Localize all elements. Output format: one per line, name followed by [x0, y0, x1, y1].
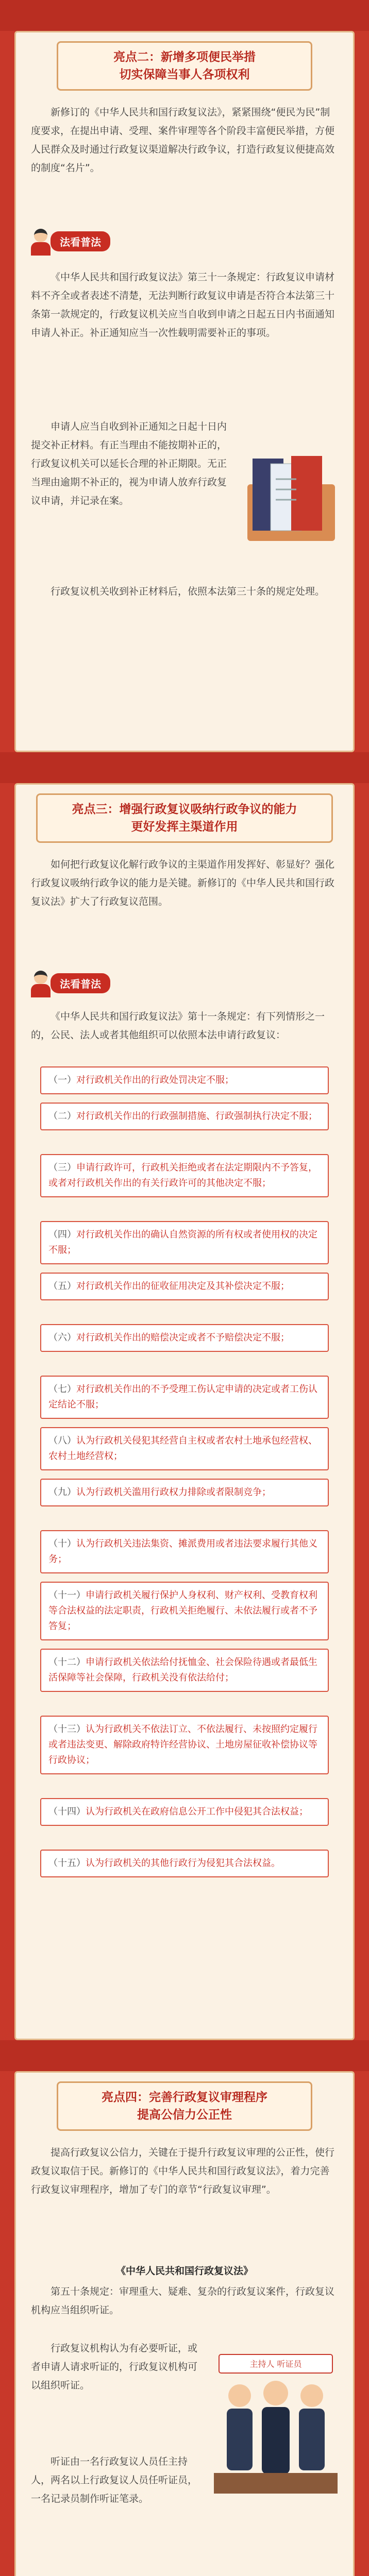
list-item	[40, 1427, 329, 1470]
list-item-number: （八）	[48, 1435, 76, 1446]
section3-law-tag	[28, 969, 110, 997]
section4-law-text: 第五十条规定：审理重大、疑难、复杂的行政复议案件，行政复议机构应当组织听证。	[31, 2286, 335, 2316]
document-folders-icon	[242, 443, 340, 546]
section2-title-banner	[57, 41, 312, 91]
section2-para2: 申请人应当自收到补正通知之日起十日内提交补正材料。有正当理由不能按期补正的，行政复议机关可以延长合理的补正期限。无正当理由逾期不补正的，视为申请人放弃行政复议申请，并记录在案。	[31, 421, 227, 506]
section4-para2: 行政复议机构认为有必要听证，或者申请人请求听证的，行政复议机构可以组织听证。	[31, 2343, 198, 2391]
list-item	[40, 1324, 329, 1352]
list-item-number: （十三）	[48, 1724, 86, 1735]
section3-title-line2: 更好发挥主渠道作用	[131, 820, 238, 834]
section4-para3: 听证由一名行政复议人员任主持人，两名以上行政复议人员任听证员，一名记录员制作听证笔录。	[31, 2456, 198, 2504]
list-item-number: （一）	[48, 1075, 76, 1086]
list-item-number: （十二）	[48, 1657, 86, 1668]
list-item-number: （六）	[48, 1332, 76, 1343]
list-item	[40, 1479, 329, 1506]
list-item-number: （七）	[48, 1384, 76, 1395]
list-item	[40, 1273, 329, 1300]
list-item	[40, 1649, 329, 1692]
section2-intro: 新修订的《中华人民共和国行政复议法》，紧紧围绕“便民为民”制度要求，在提出申请、受理、案件审理等各个阶段丰富便民举措，方便人民群众及时通过行政复议渠道解决行政争议，打造行政复议便捷高效的制度“名片”。	[31, 107, 335, 174]
list-item-number: （五）	[48, 1281, 76, 1292]
list-item	[40, 1530, 329, 1573]
list-item-number: （三）	[48, 1162, 76, 1173]
section2-title-line1: 亮点二：新增多项便民举措	[113, 50, 256, 64]
hearing-sign-text: 主持人 听证员	[249, 2359, 302, 2369]
section3-intro: 如何把行政复议化解行政争议的主渠道作用发挥好、彰显好？强化行政复议吸纳行政争议的能力是关键。新修订的《中华人民共和国行政复议法》扩大了行政复议范围。	[31, 859, 335, 907]
section3-law-text: 《中华人民共和国行政复议法》第十一条规定：有下列情形之一的，公民、法人或者其他组织可以依照本法申请行政复议：	[31, 1011, 325, 1041]
section4-title-line1: 亮点四：完善行政复议审理程序	[102, 2091, 267, 2104]
law-tag-label: 法看普法	[51, 973, 110, 993]
list-item-text: 认为行政机关违法集资、摊派费用或者违法要求履行其他义务；	[48, 1538, 317, 1565]
list-item-text: 认为行政机关不依法订立、不依法履行、未按照约定履行或者违法变更、解除政府特许经营协议、土地房屋征收补偿协议等行政协议；	[48, 1724, 317, 1766]
section4-title-line2: 提高公信力公正性	[137, 2108, 232, 2122]
list-item-text: 对行政机关作出的确认自然资源的所有权或者使用权的决定不服；	[48, 1229, 317, 1256]
list-item-text: 对行政机关作出的赔偿决定或者不予赔偿决定不服；	[76, 1332, 290, 1343]
list-item	[40, 1716, 329, 1774]
list-item-text: 申请行政许可，行政机关拒绝或者在法定期限内不予答复，或者对行政机关作出的有关行政许可的其他决定不服；	[48, 1162, 317, 1189]
section4-law-title: 《中华人民共和国行政复议法》	[115, 2265, 253, 2277]
list-item	[40, 1221, 329, 1264]
section2-para3: 行政复议机关收到补正材料后，依照本法第三十条的规定处理。	[51, 586, 325, 597]
list-item-text: 对行政机关作出的不予受理工伤认定申请的决定或者工伤认定结论不服；	[48, 1384, 317, 1410]
list-item	[40, 1066, 329, 1094]
section3-title-banner	[36, 793, 333, 843]
list-item	[40, 1376, 329, 1419]
law-tag-label: 法看普法	[51, 231, 110, 251]
list-item-number: （九）	[48, 1487, 76, 1498]
section2-title-line2: 切实保障当事人各项权利	[119, 68, 250, 81]
list-item-number: （十四）	[48, 1806, 86, 1817]
list-item-text: 申请行政机关履行保护人身权利、财产权利、受教育权利等合法权益的法定职责，行政机关拒绝履行、未依法履行或者不予答复；	[48, 1590, 317, 1632]
list-item-text: 认为行政机关的其他行政行为侵犯其合法权益。	[86, 1858, 280, 1869]
list-item	[40, 1103, 329, 1130]
list-item-number: （十一）	[48, 1590, 86, 1601]
section4-title-banner	[57, 2081, 312, 2131]
list-item	[40, 1798, 329, 1826]
section2-law-text: 《中华人民共和国行政复议法》第三十一条规定：行政复议申请材料不齐全或者表述不清楚，无法判断行政复议申请是否符合本法第三十条第一款规定的，行政复议机关应当自收到申请之日起五日内书面通知申请人补正。补正通知应当一次性载明需要补正的事项。	[31, 272, 335, 338]
section-divider-1	[0, 752, 369, 783]
list-item-text: 对行政机关作出的行政强制措施、行政强制执行决定不服；	[76, 1111, 317, 1122]
list-item-text: 认为行政机关在政府信息公开工作中侵犯其合法权益；	[86, 1806, 308, 1817]
list-item-text: 认为行政机关侵犯其经营自主权或者农村土地承包经营权、农村土地经营权；	[48, 1435, 317, 1462]
section4-intro: 提高行政复议公信力，关键在于提升行政复议审理的公正性，使行政复议取信于民。新修订的《中华人民共和国行政复议法》，着力完善行政复议审理程序，增加了专门的章节“行政复议审理”。	[31, 2147, 335, 2195]
list-item-number: （四）	[48, 1229, 76, 1240]
section3-title-line1: 亮点三：增强行政复议吸纳行政争议的能力	[72, 803, 297, 816]
list-item	[40, 1850, 329, 1877]
section2-law-tag	[28, 227, 110, 256]
list-item-number: （十五）	[48, 1858, 86, 1869]
section-divider-2	[0, 2040, 369, 2071]
list-item	[40, 1582, 329, 1640]
lawyer-avatar-icon	[28, 969, 54, 997]
list-item-text: 对行政机关作出的征收征用决定及其补偿决定不服；	[76, 1281, 290, 1292]
list-item-text: 申请行政机关依法给付抚恤金、社会保险待遇或者最低生活保障等社会保障，行政机关没有依法给付；	[48, 1657, 317, 1683]
lawyer-avatar-icon	[28, 227, 54, 256]
hearing-people-icon	[211, 2349, 340, 2504]
top-band	[0, 0, 369, 31]
list-item-text: 对行政机关作出的行政处罚决定不服；	[76, 1075, 234, 1086]
list-item-number: （十）	[48, 1538, 76, 1549]
list-item-number: （二）	[48, 1111, 76, 1122]
list-item	[40, 1154, 329, 1197]
list-item-text: 认为行政机关滥用行政权力排除或者限制竞争；	[76, 1487, 271, 1498]
